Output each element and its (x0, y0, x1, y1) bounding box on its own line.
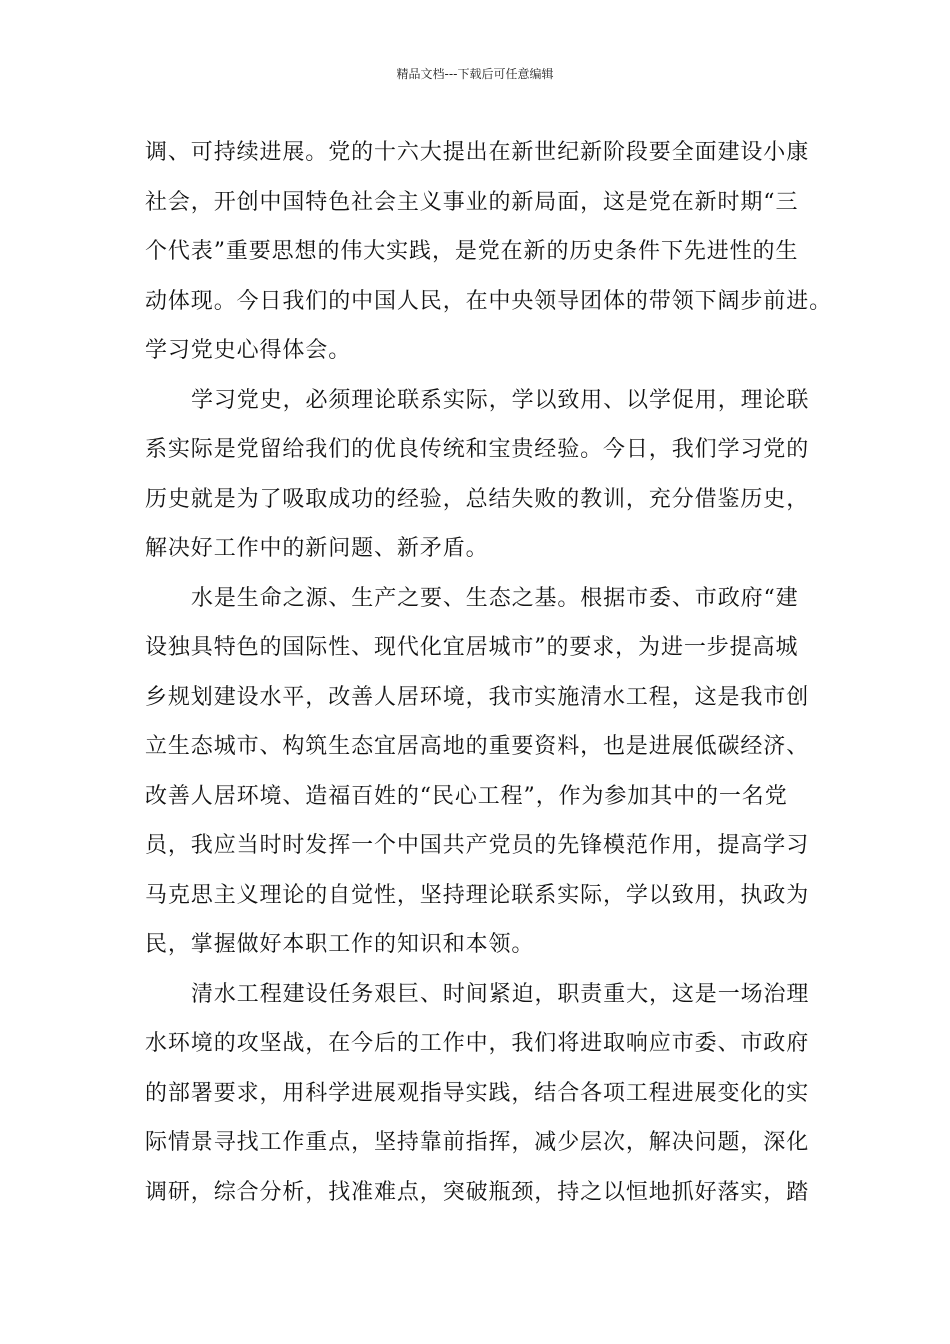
text-line: 解决好工作中的新问题、新矛盾。 (145, 536, 489, 561)
document-body (145, 128, 833, 1217)
text-line: 清水工程建设任务艰巨、时间紧迫，职责重大，这是一场治理 (191, 981, 810, 1007)
text-line: 民，掌握做好本职工作的知识和本领。 (145, 932, 535, 957)
text-line: 水是生命之源、生产之要、生态之基。根据市委、市政府“建 (191, 585, 799, 611)
paragraph (145, 128, 833, 376)
page-header: 精品文档---下载后可任意编辑 (396, 67, 554, 81)
text-line: 的部署要求，用科学进展观指导实践，结合各项工程进展变化的实 (145, 1080, 810, 1106)
text-line: 马克思主义理论的自觉性，坚持理论联系实际，学以致用，执政为 (145, 882, 810, 908)
text-line: 历史就是为了吸取成功的经验，总结失败的教训，充分借鉴历史， (145, 486, 810, 512)
paragraph (145, 970, 815, 1218)
paragraph (145, 574, 815, 970)
text-line: 动体现。今日我们的中国人民，在中央领导团体的带领下阔步前进。 (145, 288, 833, 314)
text-line: 调、可持续进展。党的十六大提出在新世纪新阶段要全面建设小康 (145, 140, 810, 165)
text-line: 系实际是党留给我们的优良传统和宝贵经验。今日，我们学习党的 (145, 437, 810, 462)
text-line: 设独具特色的国际性、现代化宜居城市”的要求，为进一步提高城 (145, 635, 799, 660)
text-line: 水环境的攻坚战，在今后的工作中，我们将进取响应市委、市政府 (145, 1031, 810, 1056)
text-line: 个代表”重要思想的伟大实践，是党在新的历史条件下先进性的生 (145, 239, 799, 264)
text-line: 改善人居环境、造福百姓的“民心工程”，作为参加其中的一名党 (145, 783, 788, 809)
text-line: 调研，综合分析，找准难点，突破瓶颈，持之以恒地抓好落实，踏 (145, 1179, 810, 1205)
text-line: 员，我应当时时发挥一个中国共产党员的先锋模范作用，提高学习 (145, 833, 810, 858)
text-line: 学习党史心得体会。 (145, 338, 352, 363)
text-line: 乡规划建设水平，改善人居环境，我市实施清水工程，这是我市创 (145, 684, 810, 710)
text-line: 学习党史，必须理论联系实际，学以致用、以学促用，理论联 (191, 387, 810, 413)
text-line: 社会，开创中国特色社会主义事业的新局面，这是党在新时期“三 (145, 189, 799, 215)
paragraph (145, 376, 815, 574)
text-line: 际情景寻找工作重点，坚持靠前指挥，减少层次，解决问题，深化 (145, 1130, 810, 1155)
text-line: 立生态城市、构筑生态宜居高地的重要资料，也是进展低碳经济、 (145, 734, 810, 759)
